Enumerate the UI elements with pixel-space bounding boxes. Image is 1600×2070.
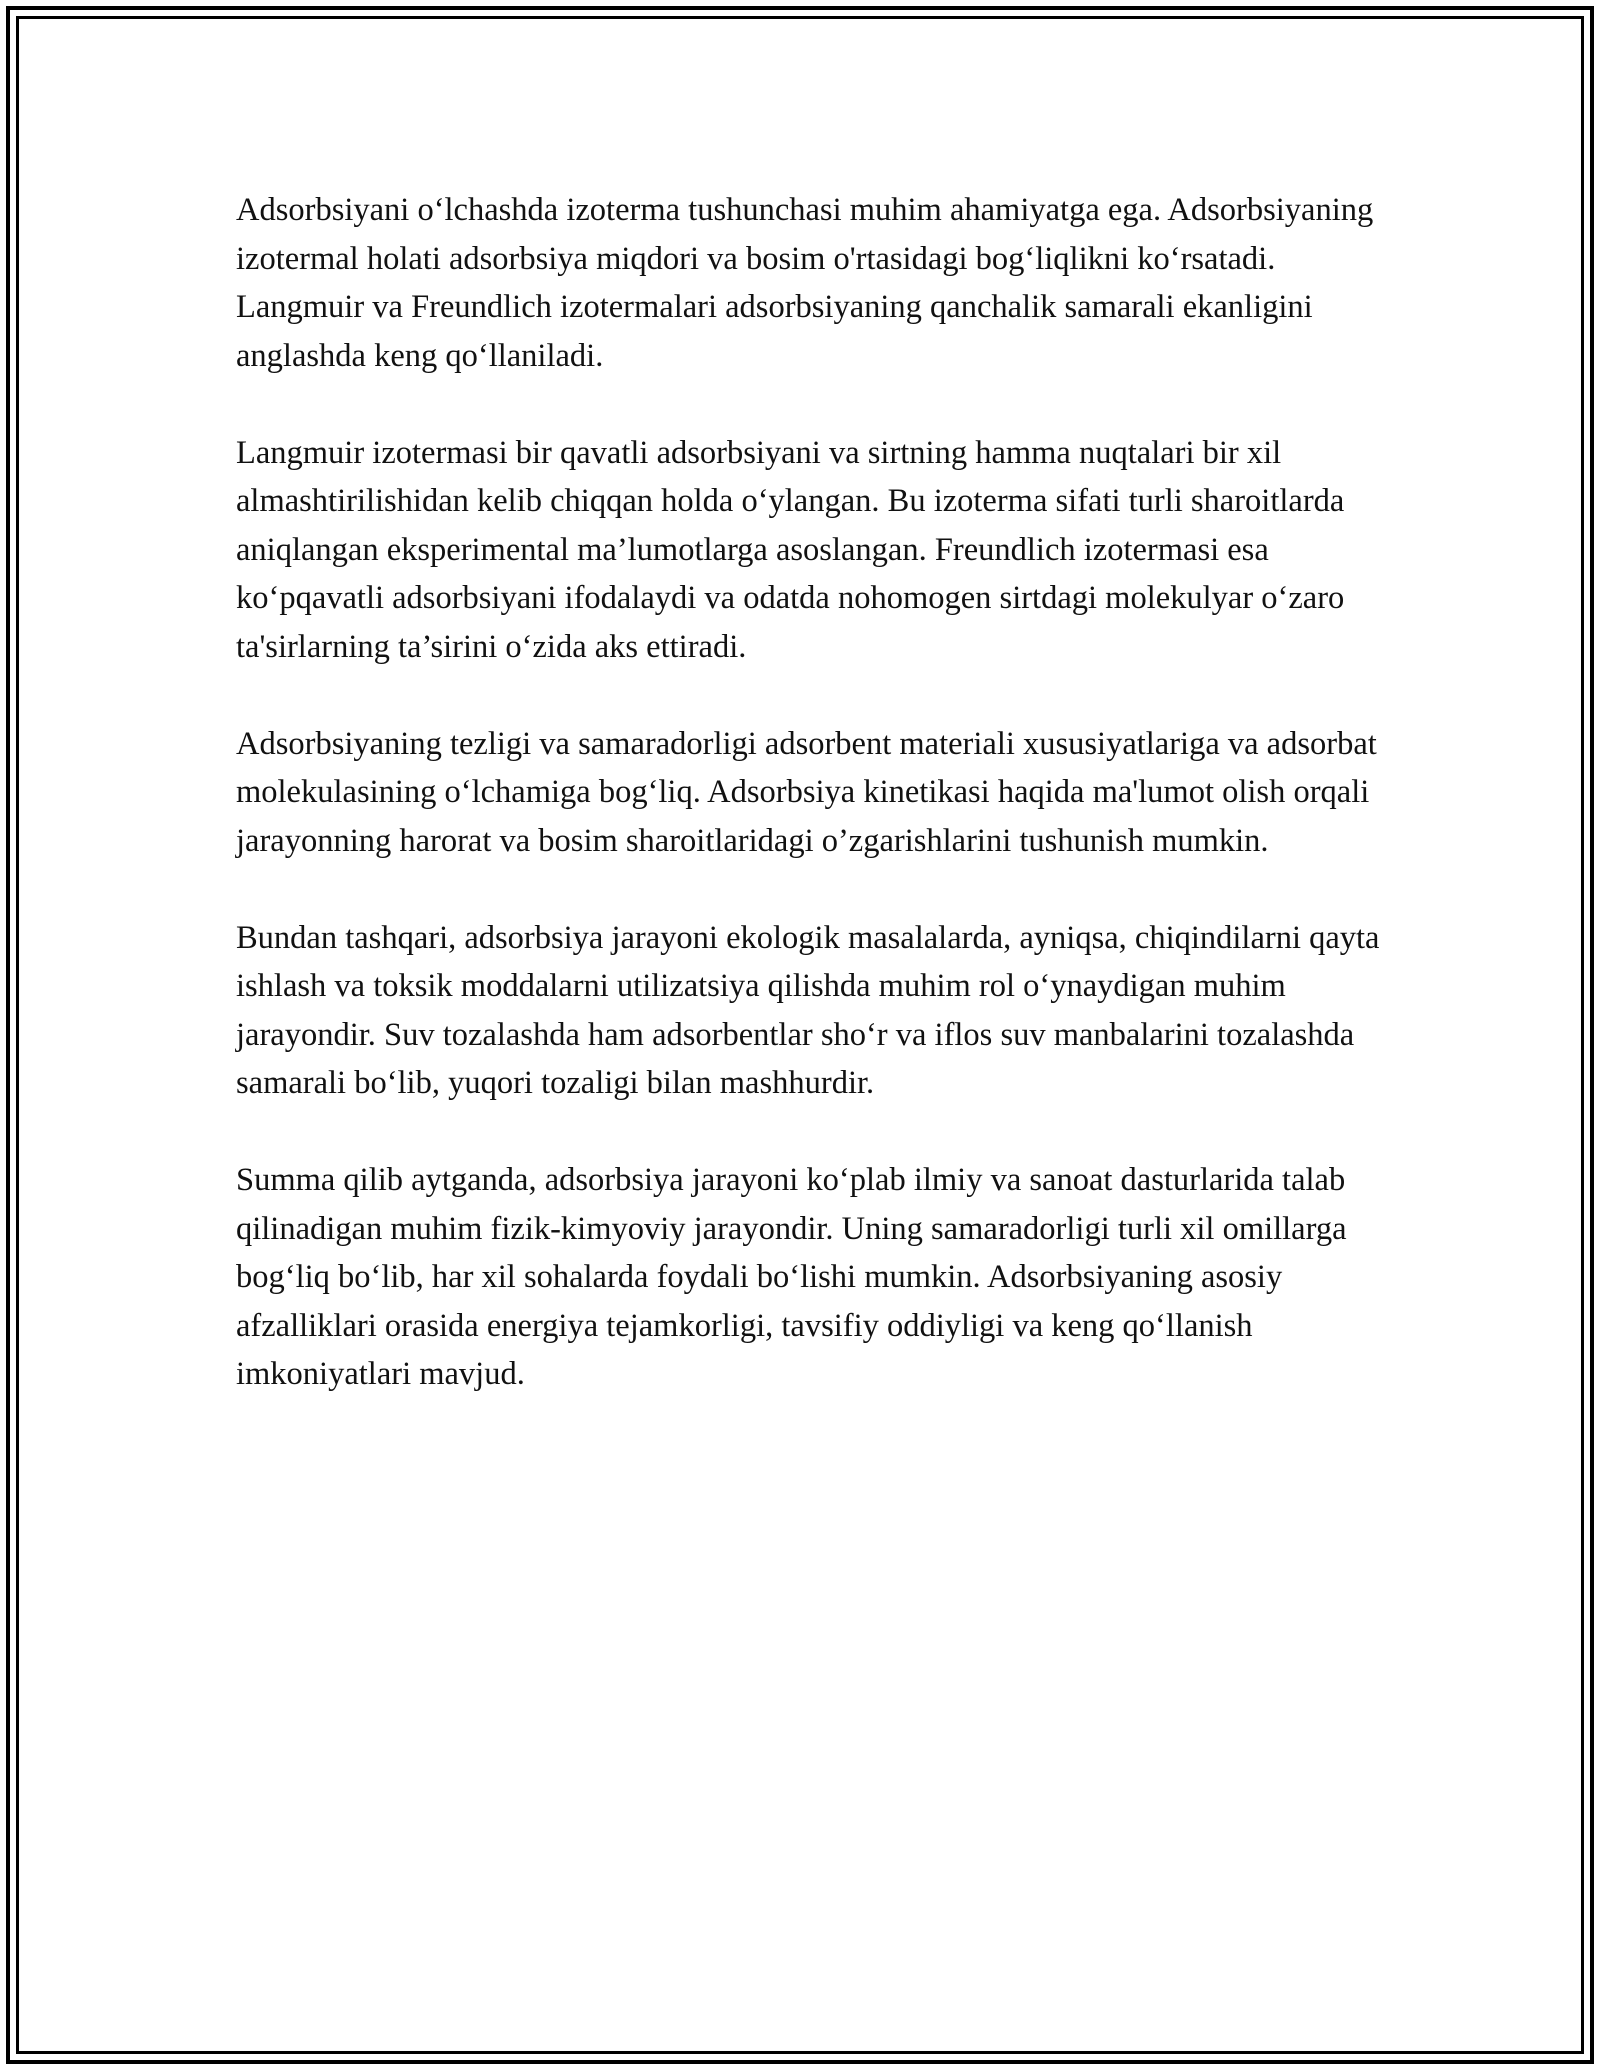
paragraph-2: Langmuir izotermasi bir qavatli adsorbsiyani va sirtning hamma nuqtalari bir xil almashtirilishidan kelib chiqqan holda o‘ylangan. Bu izoterma sifati turli sharoitlarda aniqlangan eksperimental ma’lumotlarga asoslangan. Freundlich izotermasi esa ko‘pqavatli adsorbsiyani ifodalaydi va odatda nohomogen sirtdagi molekulyar o‘zaro ta'sirlarning ta’sirini o‘zida aks ettiradi. <box>236 434 1345 665</box>
paragraph-1: Adsorbsiyani o‘lchashda izoterma tushunchasi muhim ahamiyatga ega. Adsorbsiyaning izotermal holati adsorbsiya miqdori va bosim o'rtasidagi bog‘liqlikni ko‘rsatadi. Langmuir va Freundlich izotermalari adsorbsiyaning qanchalik samarali ekanligini anglashda keng qo‘llaniladi. <box>236 192 1374 374</box>
paragraph-5: Summa qilib aytganda, adsorbsiya jarayoni ko‘plab ilmiy va sanoat dasturlarida talab qilinadigan muhim fizik-kimyoviy jarayondir. Uning samaradorligi turli xil omillarga bog‘liq bo‘lib, har xil sohalarda foydali bo‘lishi mumkin. Adsorbsiyaning asosiy afzalliklari orasida energiya tejamkorligi, tavsifiy oddiyligi va keng qo‘llanish imkoniyatlari mavjud. <box>236 1162 1347 1392</box>
paragraph-3: Adsorbsiyaning tezligi va samaradorligi adsorbent materiali xususiyatlariga va adsorbat molekulasining o‘lchamiga bog‘liq. Adsorbsiya kinetikasi haqida ma'lumot olish orqali jarayonning harorat va bosim sharoitlaridagi o’zgarishlarini tushunish mumkin. <box>236 725 1377 859</box>
paragraph-4: Bundan tashqari, adsorbsiya jarayoni ekologik masalalarda, ayniqsa, chiqindilarni qayta ishlash va toksik moddalarni utilizatsiya qilishda muhim rol o‘ynaydigan muhim jarayondir. Suv tozalashda ham adsorbentlar sho‘r va iflos suv manbalarini tozalashda samarali bo‘lib, yuqori tozaligi bilan mashhurdir. <box>236 919 1380 1101</box>
document-body <box>236 186 1386 1447</box>
